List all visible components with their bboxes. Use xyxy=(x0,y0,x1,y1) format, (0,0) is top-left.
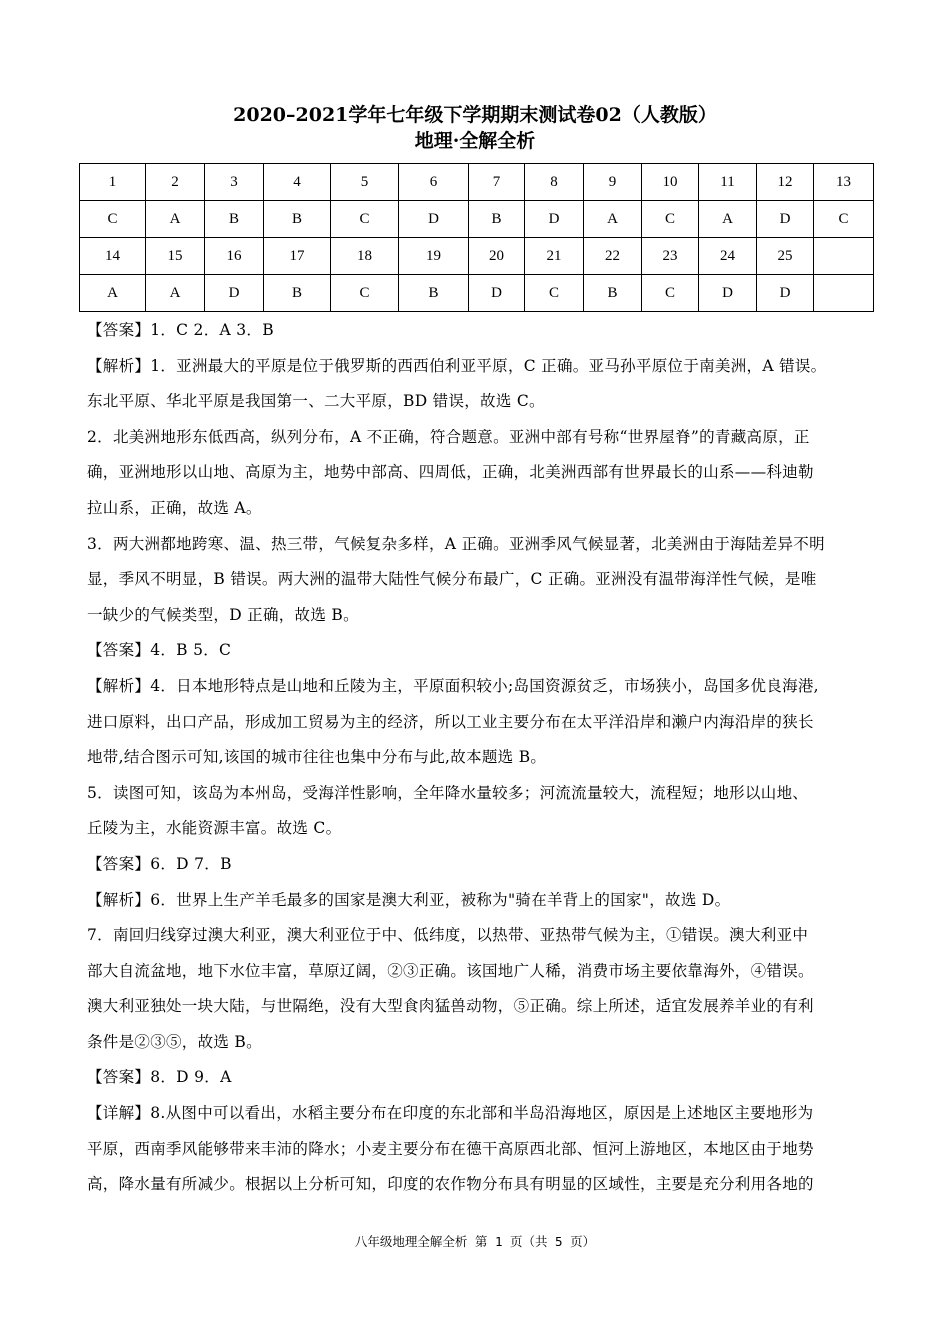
text-line: 【解析】4．日本地形特点是山地和丘陵为主，平原面积较小;岛国资源贫乏，市场狭小，岛国多优良海港, xyxy=(87,676,819,695)
answer-cell: B xyxy=(399,275,469,312)
question-number-cell: 23 xyxy=(642,238,699,275)
question-number-cell: 22 xyxy=(584,238,642,275)
answer-cell: A xyxy=(146,275,205,312)
answer-cell: B xyxy=(264,201,331,238)
answer-cell xyxy=(814,275,874,312)
question-number-cell: 6 xyxy=(399,164,469,201)
question-number-cell: 12 xyxy=(757,164,814,201)
text-line: 平原，西南季风能够带来丰沛的降水；小麦主要分布在德干高原西北部、恒河上游地区，本地区由于地势 xyxy=(87,1139,814,1158)
answer-cell: C xyxy=(642,201,699,238)
answer-cell: A xyxy=(80,275,146,312)
answer-cell: D xyxy=(205,275,264,312)
answer-cell: D xyxy=(399,201,469,238)
text-line: 拉山系，正确，故选 A。 xyxy=(87,498,262,517)
question-number-cell: 17 xyxy=(264,238,331,275)
question-number-cell: 16 xyxy=(205,238,264,275)
question-number-cell: 13 xyxy=(814,164,874,201)
question-number-cell: 4 xyxy=(264,164,331,201)
text-line: 2．北美洲地形东低西高，纵列分布，A 不正确，符合题意。亚洲中部有号称“世界屋脊”的青藏高原，正 xyxy=(87,427,810,446)
answer-cell: D xyxy=(525,201,584,238)
question-number-cell xyxy=(814,238,874,275)
text-line: 【解析】6．世界上生产羊毛最多的国家是澳大利亚，被称为"骑在羊背上的国家"，故选 D。 xyxy=(87,890,731,909)
answer-cell: C xyxy=(642,275,699,312)
question-number-cell: 11 xyxy=(699,164,757,201)
text-line: 丘陵为主，水能资源丰富。故选 C。 xyxy=(87,819,342,838)
text-line: 【解析】1．亚洲最大的平原是位于俄罗斯的西西伯利亚平原，C 正确。亚马孙平原位于南美洲，A 错误。 xyxy=(87,356,827,375)
title-line-1: 2020–2021学年七年级下学期期末测试卷02（人教版） xyxy=(233,104,717,126)
text-line: 部大自流盆地，地下水位丰富，草原辽阔，②③正确。该国地广人稀，消费市场主要依靠海外，④错误。 xyxy=(87,961,814,980)
question-number-cell: 19 xyxy=(399,238,469,275)
text-line: 一缺少的气候类型，D 正确，故选 B。 xyxy=(87,605,359,624)
question-number-cell: 5 xyxy=(331,164,399,201)
text-line: 显，季风不明显，B 错误。两大洲的温带大陆性气候分布最广，C 正确。亚洲没有温带海洋性气候，是唯 xyxy=(87,570,817,589)
answer-cell: C xyxy=(331,201,399,238)
question-number-cell: 24 xyxy=(699,238,757,275)
answer-cell: B xyxy=(584,275,642,312)
question-number-cell: 15 xyxy=(146,238,205,275)
text-line: 5．读图可知，该岛为本州岛，受海洋性影响，全年降水量较多；河流流量较大，流程短；地形以山地、 xyxy=(87,783,809,802)
answer-cell: A xyxy=(584,201,642,238)
text-line: 东北平原、华北平原是我国第一、二大平原，BD 错误，故选 C。 xyxy=(87,392,545,411)
question-number-cell: 25 xyxy=(757,238,814,275)
text-line: 确，亚洲地形以山地、高原为主，地势中部高、四周低，正确，北美洲西部有世界最长的山系——科迪勒 xyxy=(87,463,814,482)
answer-cell: C xyxy=(331,275,399,312)
table-row xyxy=(80,164,874,201)
answer-cell: B xyxy=(469,201,525,238)
text-line: 【答案】1．C 2．A 3．B xyxy=(87,321,274,339)
question-number-cell: 18 xyxy=(331,238,399,275)
table-row xyxy=(80,238,874,275)
text-line: 【答案】4．B 5．C xyxy=(87,641,232,660)
question-number-cell: 14 xyxy=(80,238,146,275)
answer-cell: B xyxy=(264,275,331,312)
text-line: 进口原料，出口产品，形成加工贸易为主的经济，所以工业主要分布在太平洋沿岸和濑户内海沿岸的狭长 xyxy=(87,712,814,731)
page-footer: 八年级地理全解全析 第 1 页（共 5 页） xyxy=(354,1234,596,1249)
text-line: 条件是②③⑤，故选 B。 xyxy=(87,1032,262,1051)
text-line: 澳大利亚独处一块大陆，与世隔绝，没有大型食肉猛兽动物，⑤正确。综上所述，适宜发展养羊业的有利 xyxy=(87,997,814,1016)
table-row xyxy=(80,275,874,312)
answer-table xyxy=(79,163,874,312)
question-number-cell: 8 xyxy=(525,164,584,201)
question-number-cell: 9 xyxy=(584,164,642,201)
answer-cell: C xyxy=(80,201,146,238)
answer-cell: B xyxy=(205,201,264,238)
answer-cell: C xyxy=(814,201,874,238)
answer-cell: D xyxy=(757,201,814,238)
title-line-2: 地理·全解全析 xyxy=(414,130,536,152)
text-line: 地带,结合图示可知,该国的城市往往也集中分布与此,故本题选 B。 xyxy=(87,748,547,767)
text-line: 3．两大洲都地跨寒、温、热三带，气候复杂多样，A 正确。亚洲季风气候显著，北美洲由于海陆差异不明 xyxy=(87,534,825,553)
answer-cell: D xyxy=(469,275,525,312)
text-line: 【答案】6．D 7．B xyxy=(87,854,232,873)
text-line: 7．南回归线穿过澳大利亚，澳大利亚位于中、低纬度，以热带、亚热带气候为主，①错误。澳大利亚中 xyxy=(87,926,809,945)
question-number-cell: 2 xyxy=(146,164,205,201)
answer-cell: D xyxy=(757,275,814,312)
answer-cell: A xyxy=(146,201,205,238)
answer-cell: D xyxy=(699,275,757,312)
answer-cell: C xyxy=(525,275,584,312)
text-line: 高，降水量有所减少。根据以上分析可知，印度的农作物分布具有明显的区域性，主要是充分利用各地的 xyxy=(87,1175,814,1194)
question-number-cell: 7 xyxy=(469,164,525,201)
text-line: 【详解】8.从图中可以看出，水稻主要分布在印度的东北部和半岛沿海地区，原因是上述地区主要地形为 xyxy=(87,1104,814,1123)
question-number-cell: 1 xyxy=(80,164,146,201)
question-number-cell: 20 xyxy=(469,238,525,275)
question-number-cell: 3 xyxy=(205,164,264,201)
explanation-text xyxy=(87,313,870,1203)
table-row xyxy=(80,201,874,238)
text-line: 【答案】8．D 9．A xyxy=(87,1068,232,1087)
question-number-cell: 21 xyxy=(525,238,584,275)
answer-cell: A xyxy=(699,201,757,238)
question-number-cell: 10 xyxy=(642,164,699,201)
